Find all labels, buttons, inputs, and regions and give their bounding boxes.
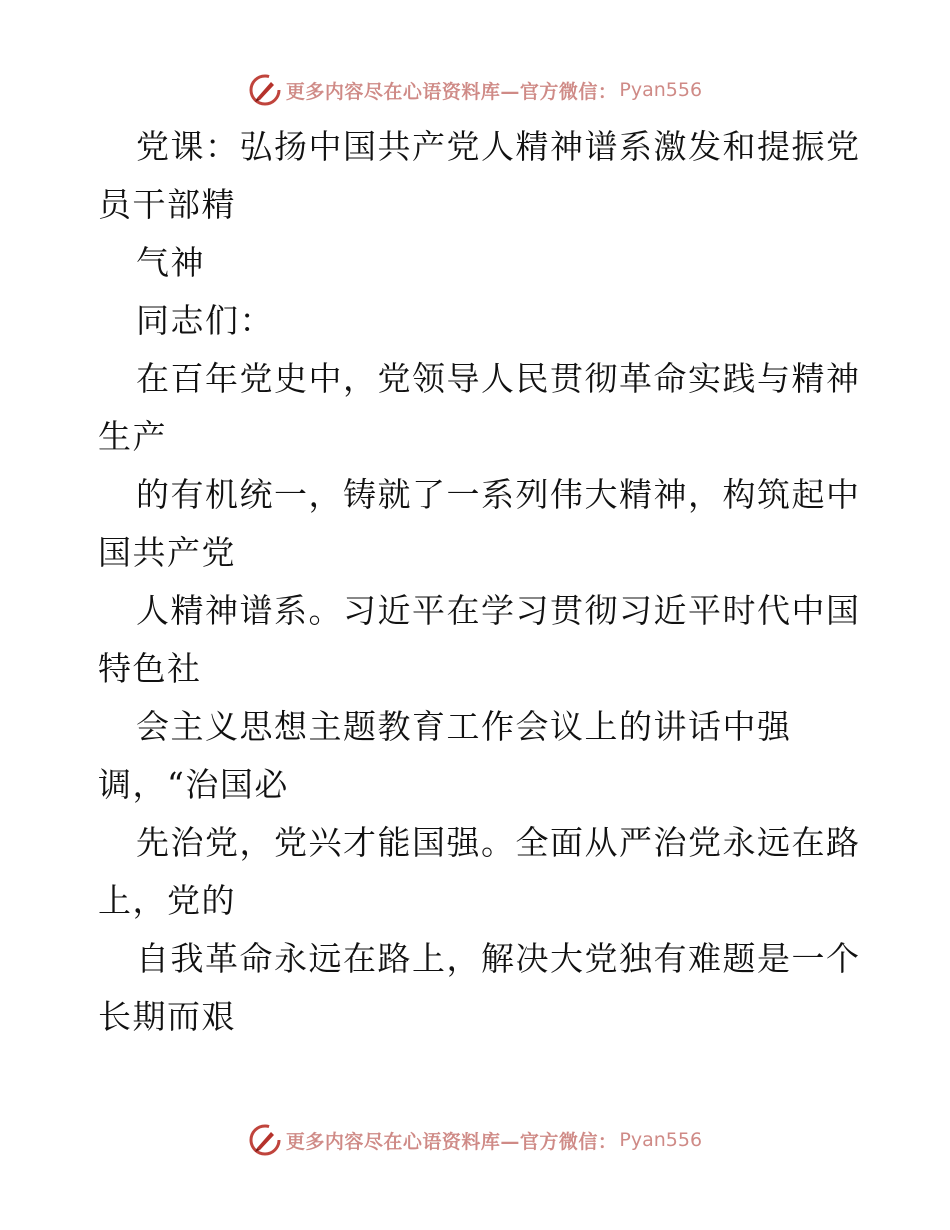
header-watermark [0,70,950,110]
paragraph-line: 的有机统一，铸就了一系列伟大精神，构筑起中 [136,475,861,514]
title-line-2: 员干部精 [98,185,236,224]
paragraph-line: 会主义思想主题教育工作会议上的讲话中强 [136,707,792,746]
paragraph-line: 长期而艰 [98,997,236,1036]
pen-logo-icon [248,73,282,107]
title-line-1: 党课：弘扬中国共产党人精神谱系激发和提振党 [136,127,861,166]
watermark-text: 更多内容尽在心语资料库—官方微信： [285,1130,618,1153]
title-line-3: 气神 [136,243,205,282]
paragraph-line: 生产 [98,417,167,456]
pen-logo-icon [248,1123,282,1157]
footer-watermark [0,1120,950,1160]
salutation: 同志们： [136,301,274,340]
paragraph-line: 特色社 [98,649,202,688]
paragraph-line: 国共产党 [98,533,236,572]
paragraph-line: 人精神谱系。习近平在学习贯彻习近平时代中国 [136,591,861,630]
paragraph-line: 先治党，党兴才能国强。全面从严治党永远在路 [136,823,861,862]
paragraph-line: 调，“治国必 [98,765,289,804]
paragraph-line: 自我革命永远在路上，解决大党独有难题是一个 [136,939,861,978]
watermark-handle: Pyan556 [619,79,703,101]
document-body [98,118,861,1046]
watermark-handle: Pyan556 [619,1129,703,1151]
watermark-text: 更多内容尽在心语资料库—官方微信： [285,80,618,103]
paragraph-line: 上，党的 [98,881,236,920]
paragraph-line: 在百年党史中，党领导人民贯彻革命实践与精神 [136,359,861,398]
